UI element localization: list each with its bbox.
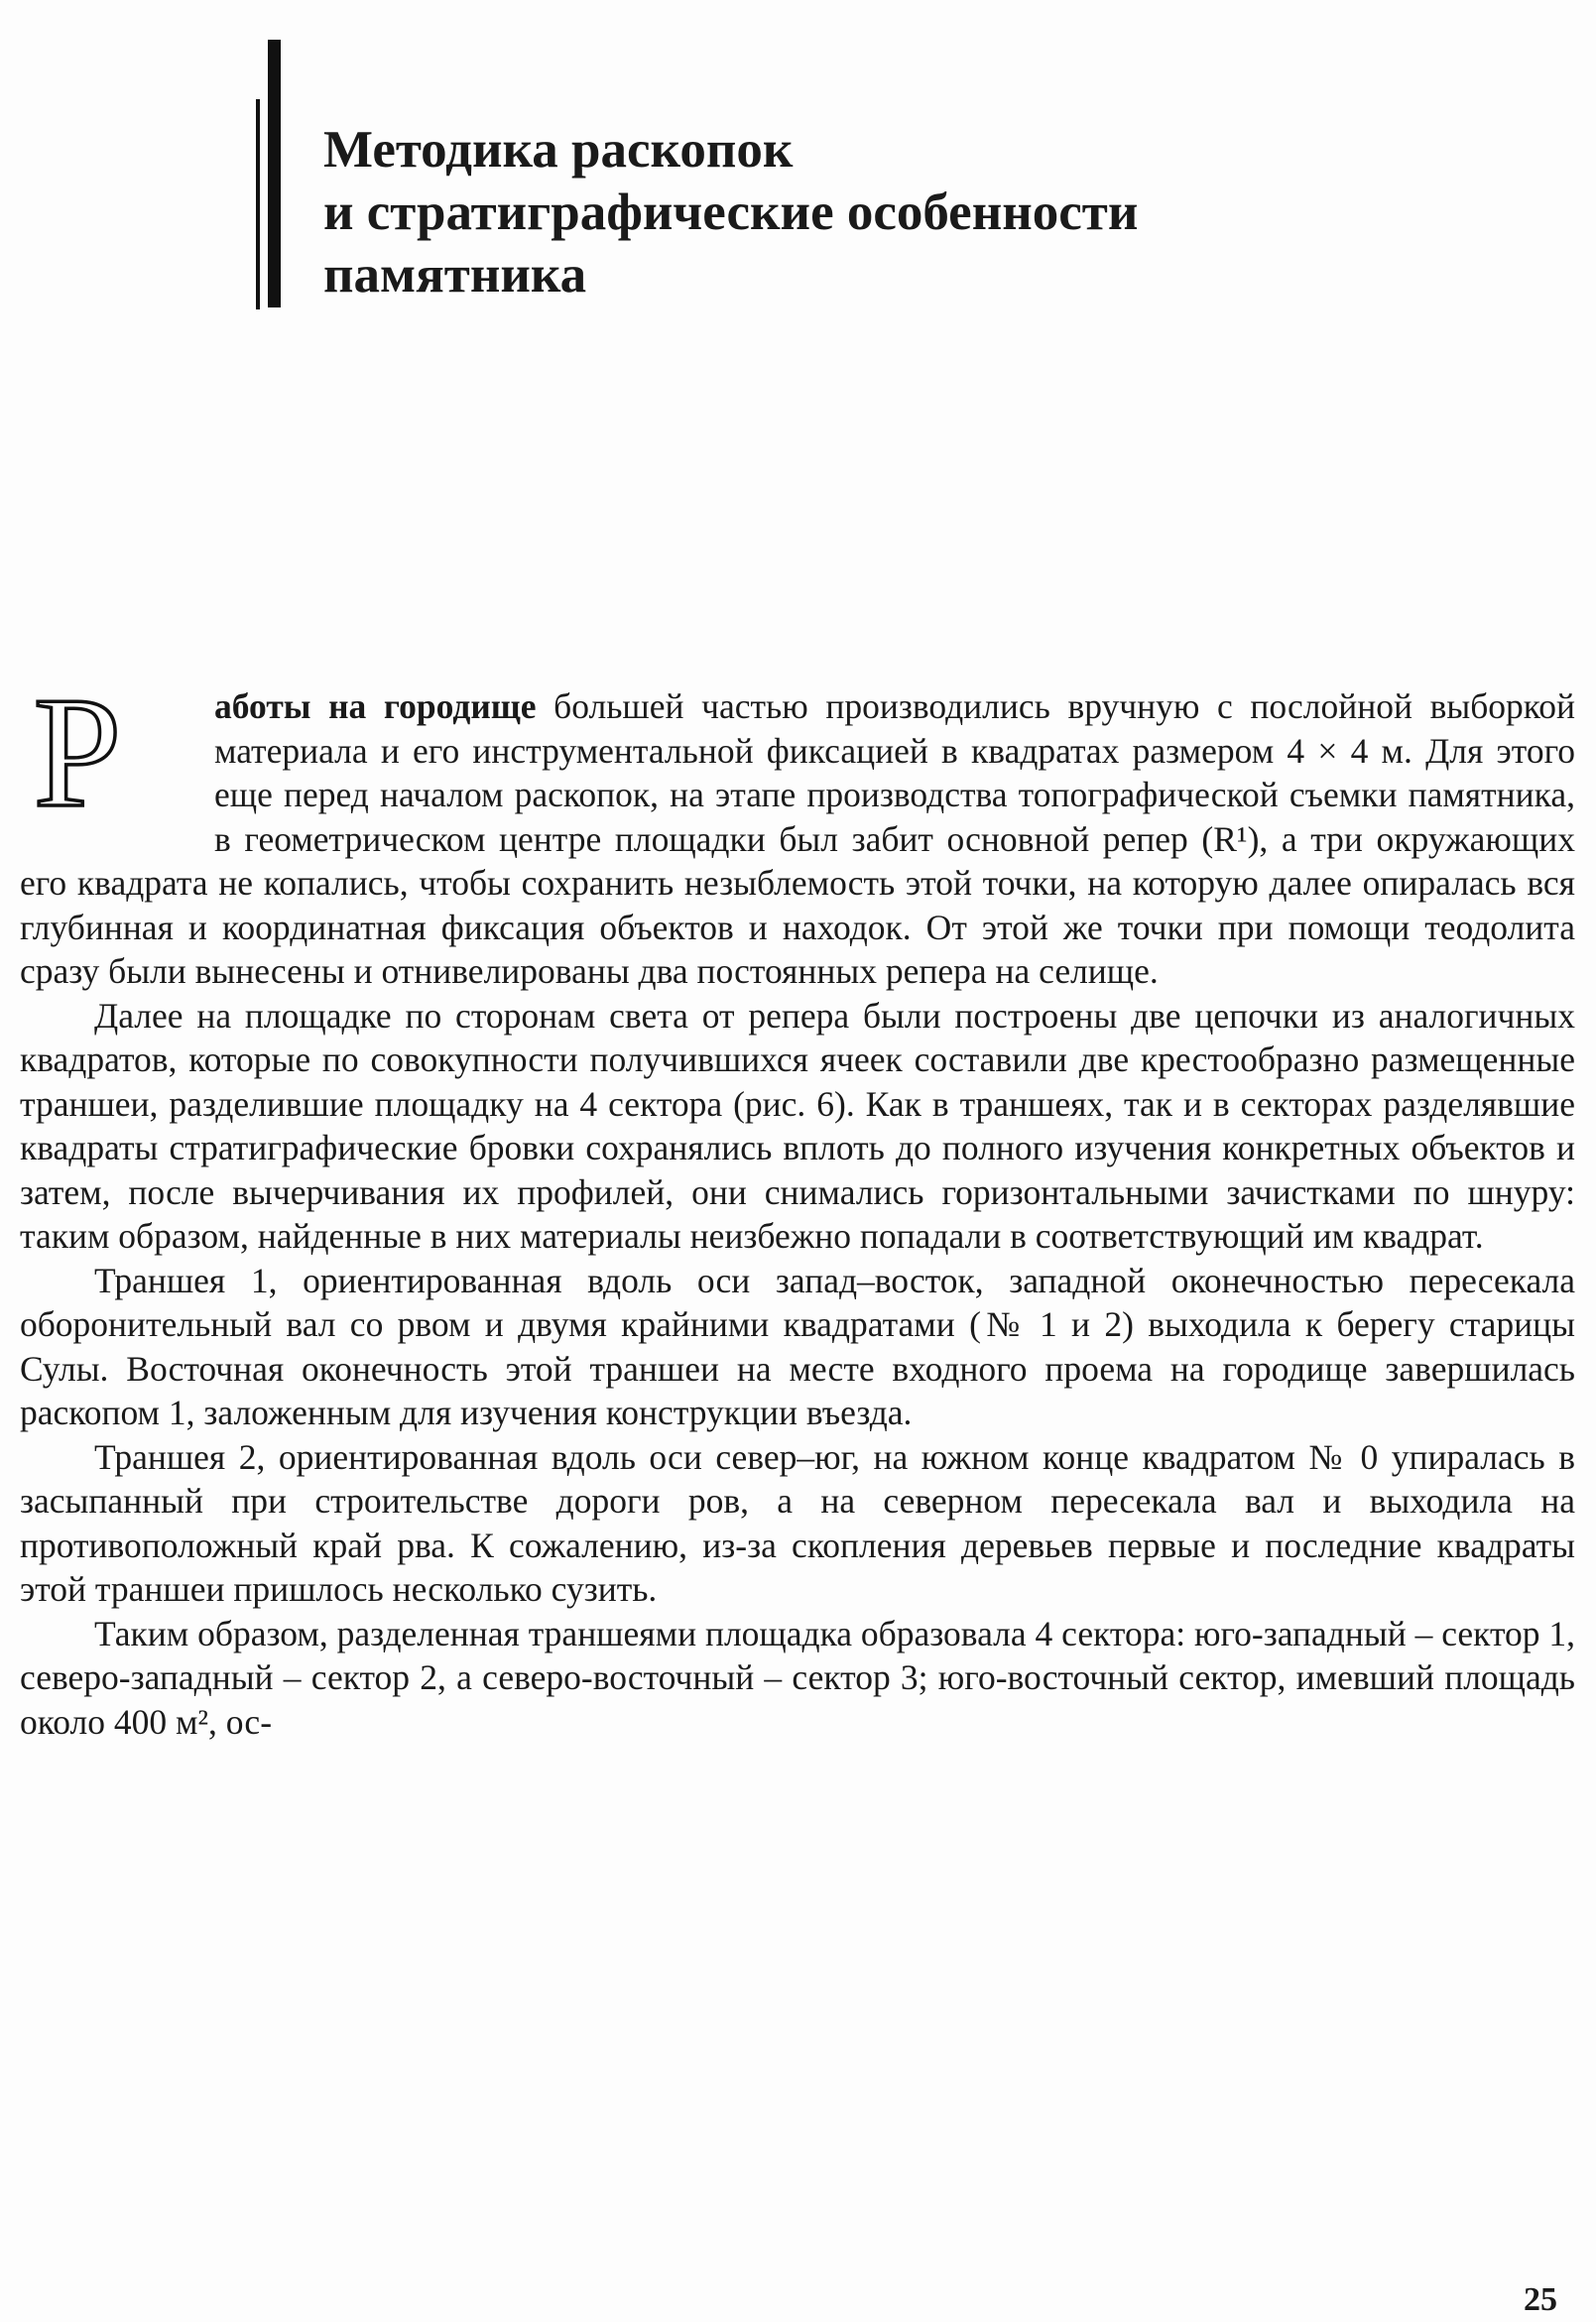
heading-rule-thin	[256, 99, 260, 309]
drop-cap	[20, 690, 214, 819]
paragraph-3: Траншея 1, ориентированная вдоль оси запад–восток, западной оконечностью пересекала оборонительный вал со рвом и двумя крайними квадратами (№ 1 и 2) выходила к берегу старицы Сулы. Восточная оконечность этой траншеи на месте входного проема на городище завершилась раскопом 1, заложенным для изучения конструкции въезда.	[20, 1260, 1575, 1432]
heading-rule-thick	[268, 40, 281, 307]
paragraph-1-lead: аботы на городище	[214, 686, 537, 726]
paragraph-5: Таким образом, разделенная траншеями площадка образовала 4 сектора: юго-западный – сектор 1, северо-западный – сектор 2, а северо-восточный – сектор 3; юго-восточный сектор, имевший площадь около 400 м², ос-	[20, 1613, 1575, 1742]
paragraph-1-text: большей частью производились вручную с послойной выборкой материала и его инструментальной фиксацией в квадратах размером 4 × 4 м. Для этого еще перед началом раскопок, на этапе производства топографической съемки памятника, в геометрическом центре площадки был забит основной репер (R¹), а три окружающих его квадрата не копались, чтобы сохранить незыблемость этой точки, на которую далее опиралась вся глубинная и координатная фиксация объектов и находок. От этой же точки при помощи теодолита сразу были вынесены и отнивелированы два постоянных репера на селище.	[20, 686, 1575, 991]
paragraph-1	[20, 684, 1575, 994]
chapter-title	[323, 119, 1414, 306]
drop-cap-letter	[20, 690, 149, 819]
chapter-title-line-1: Методика раскопок	[323, 121, 794, 179]
paragraph-4: Траншея 2, ориентированная вдоль оси север–юг, на южном конце квадратом № 0 упиралась в засыпанный при строительстве дороги ров, а на северном пересекала вал и выходила на противоположный край рва. К сожалению, из-за скопления деревьев первые и последние квадраты этой траншеи пришлось несколько сузить.	[20, 1436, 1575, 1609]
page-number: 25	[1524, 2281, 1557, 2318]
chapter-title-line-2: и стратиграфические особенности	[323, 183, 1139, 241]
paragraph-2: Далее на площадке по сторонам света от репера были построены две цепочки из аналогичных квадратов, которые по совокупности получившихся ячеек составили две крестообразно размещенные траншеи, разделившие площадку на 4 сектора (рис. 6). Как в траншеях, так и в секторах разделявшие квадраты стратиграфические бровки сохранялись вплоть до полного изучения конкретных объектов и затем, после вычерчивания их профилей, они снимались горизонтальными зачистками по шнуру: таким образом, найденные в них материалы неизбежно попадали в соответствующий им квадрат.	[20, 995, 1575, 1256]
chapter-title-line-3: памятника	[323, 246, 587, 304]
article-body	[20, 684, 1575, 1744]
drop-cap-glyph: Р	[33, 690, 122, 819]
